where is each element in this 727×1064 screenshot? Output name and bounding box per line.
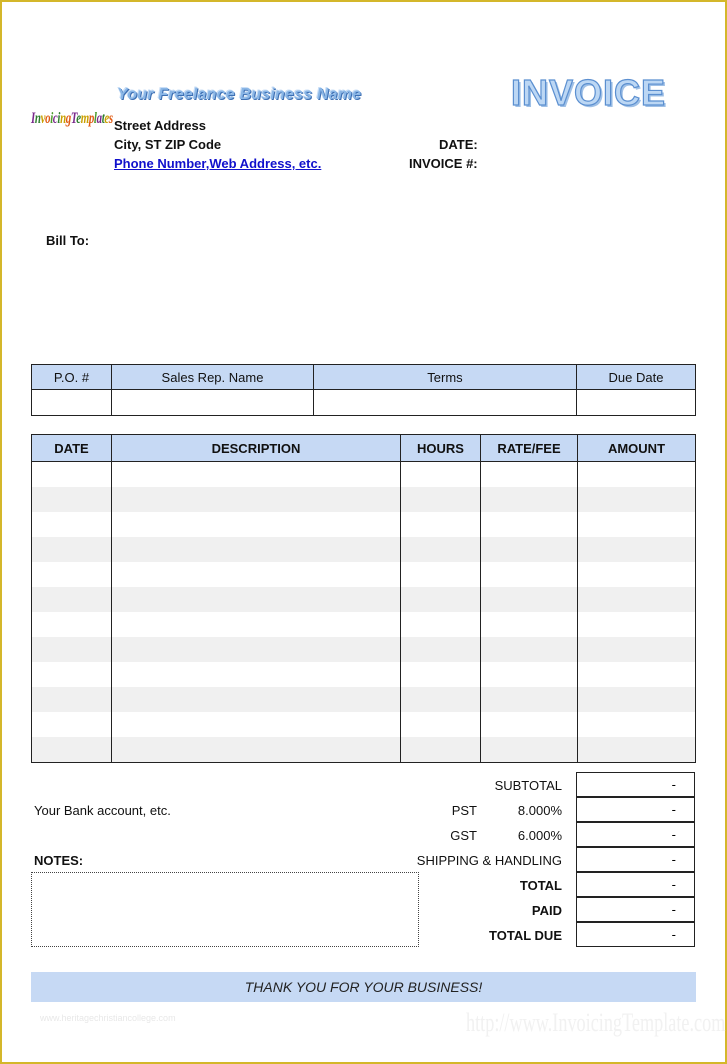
date-cell[interactable]	[32, 512, 112, 537]
rate-cell[interactable]	[481, 587, 578, 612]
description-cell[interactable]	[112, 537, 401, 562]
shipping-value[interactable]: -	[576, 847, 695, 872]
hours-column-header: HOURS	[401, 435, 481, 462]
description-cell[interactable]	[112, 737, 401, 763]
amount-cell[interactable]	[578, 587, 696, 612]
gst-label: GST	[450, 828, 477, 843]
amount-cell[interactable]	[578, 612, 696, 637]
city-state-zip: City, ST ZIP Code	[114, 137, 222, 152]
description-cell[interactable]	[112, 637, 401, 662]
table-row	[32, 562, 696, 587]
contact-link[interactable]: Phone Number,Web Address, etc.	[114, 156, 322, 171]
date-label: DATE:	[439, 137, 478, 152]
rate-cell[interactable]	[481, 462, 578, 488]
notes-label: NOTES:	[34, 853, 84, 868]
hours-cell[interactable]	[401, 512, 481, 537]
amount-cell[interactable]	[578, 712, 696, 737]
street-address: Street Address	[114, 118, 206, 133]
business-name: Your Freelance Business Name	[117, 86, 362, 103]
table-row	[32, 712, 696, 737]
sales-rep-cell[interactable]	[112, 390, 314, 416]
date-cell[interactable]	[32, 612, 112, 637]
pst-label: PST	[451, 803, 477, 818]
total-due-label: TOTAL DUE	[489, 928, 562, 943]
po-number-header: P.O. #	[32, 365, 112, 390]
logo-text-part-2: Templates	[70, 110, 113, 127]
rate-cell[interactable]	[481, 737, 578, 763]
description-cell[interactable]	[112, 662, 401, 687]
table-row	[32, 662, 696, 687]
date-column-header: DATE	[32, 435, 112, 462]
po-table	[31, 364, 696, 416]
amount-cell[interactable]	[578, 462, 696, 488]
subtotal-label: SUBTOTAL	[494, 778, 562, 793]
date-cell[interactable]	[32, 712, 112, 737]
total-label: TOTAL	[519, 878, 562, 893]
table-row	[32, 637, 696, 662]
amount-cell[interactable]	[578, 487, 696, 512]
date-cell[interactable]	[32, 462, 112, 488]
hours-cell[interactable]	[401, 687, 481, 712]
shipping-label: SHIPPING & HANDLING	[416, 853, 562, 868]
rate-column-header: RATE/FEE	[481, 435, 578, 462]
hours-cell[interactable]	[401, 712, 481, 737]
description-cell[interactable]	[112, 487, 401, 512]
rate-cell[interactable]	[481, 612, 578, 637]
due-date-header: Due Date	[577, 365, 696, 390]
hours-cell[interactable]	[401, 662, 481, 687]
rate-cell[interactable]	[481, 662, 578, 687]
amount-column-header: AMOUNT	[578, 435, 696, 462]
total-due-value: -	[576, 922, 695, 947]
amount-cell[interactable]	[578, 512, 696, 537]
table-row	[32, 737, 696, 763]
rate-cell[interactable]	[481, 687, 578, 712]
subtotal-value: -	[576, 772, 695, 797]
invoice-number-label: INVOICE #:	[409, 156, 478, 171]
hours-cell[interactable]	[401, 737, 481, 763]
description-cell[interactable]	[112, 462, 401, 488]
description-cell[interactable]	[112, 687, 401, 712]
date-cell[interactable]	[32, 587, 112, 612]
table-row	[32, 687, 696, 712]
table-row	[32, 512, 696, 537]
date-cell[interactable]	[32, 737, 112, 763]
amount-cell[interactable]	[578, 562, 696, 587]
description-cell[interactable]	[112, 562, 401, 587]
thank-you-banner: THANK YOU FOR YOUR BUSINESS!	[31, 972, 696, 1002]
hours-cell[interactable]	[401, 637, 481, 662]
date-cell[interactable]	[32, 687, 112, 712]
po-number-cell[interactable]	[32, 390, 112, 416]
paid-label: PAID	[531, 903, 562, 918]
rate-cell[interactable]	[481, 512, 578, 537]
table-row	[32, 462, 696, 488]
bill-to-label: Bill To:	[46, 233, 90, 248]
description-cell[interactable]	[112, 512, 401, 537]
description-cell[interactable]	[112, 612, 401, 637]
date-cell[interactable]	[32, 662, 112, 687]
sales-rep-header: Sales Rep. Name	[112, 365, 314, 390]
description-cell[interactable]	[112, 712, 401, 737]
hours-cell[interactable]	[401, 537, 481, 562]
due-date-cell[interactable]	[577, 390, 696, 416]
rate-cell[interactable]	[481, 537, 578, 562]
table-row	[32, 537, 696, 562]
rate-cell[interactable]	[481, 637, 578, 662]
hours-cell[interactable]	[401, 462, 481, 488]
hours-cell[interactable]	[401, 562, 481, 587]
description-cell[interactable]	[112, 587, 401, 612]
invoice-title: INVOICE	[511, 72, 667, 113]
amount-cell[interactable]	[578, 687, 696, 712]
watermark-large: http://www.InvoicingTemplate.com	[466, 1008, 726, 1037]
date-cell[interactable]	[32, 487, 112, 512]
terms-header: Terms	[314, 365, 577, 390]
notes-box[interactable]	[31, 872, 419, 947]
total-value: -	[576, 872, 695, 897]
table-row	[32, 587, 696, 612]
description-column-header: DESCRIPTION	[112, 435, 401, 462]
pst-rate: 8.000%	[517, 803, 562, 818]
bank-account-text: Your Bank account, etc.	[34, 803, 171, 818]
amount-cell[interactable]	[578, 537, 696, 562]
paid-value[interactable]: -	[576, 897, 695, 922]
watermark-small: www.heritagechristiancollege.com	[40, 1013, 176, 1023]
table-row	[32, 612, 696, 637]
terms-cell[interactable]	[314, 390, 577, 416]
amount-cell[interactable]	[578, 737, 696, 763]
gst-value: -	[576, 822, 695, 847]
amount-cell[interactable]	[578, 662, 696, 687]
logo-text-part-1: Invoicing	[31, 110, 71, 127]
gst-rate: 6.000%	[517, 828, 562, 843]
hours-cell[interactable]	[401, 612, 481, 637]
hours-cell[interactable]	[401, 487, 481, 512]
hours-cell[interactable]	[401, 587, 481, 612]
rate-cell[interactable]	[481, 712, 578, 737]
rate-cell[interactable]	[481, 562, 578, 587]
pst-value: -	[576, 797, 695, 822]
rate-cell[interactable]	[481, 487, 578, 512]
table-row	[32, 487, 696, 512]
date-cell[interactable]	[32, 537, 112, 562]
amount-cell[interactable]	[578, 637, 696, 662]
date-cell[interactable]	[32, 637, 112, 662]
company-logo	[31, 110, 113, 128]
date-cell[interactable]	[32, 562, 112, 587]
items-table	[31, 434, 696, 763]
